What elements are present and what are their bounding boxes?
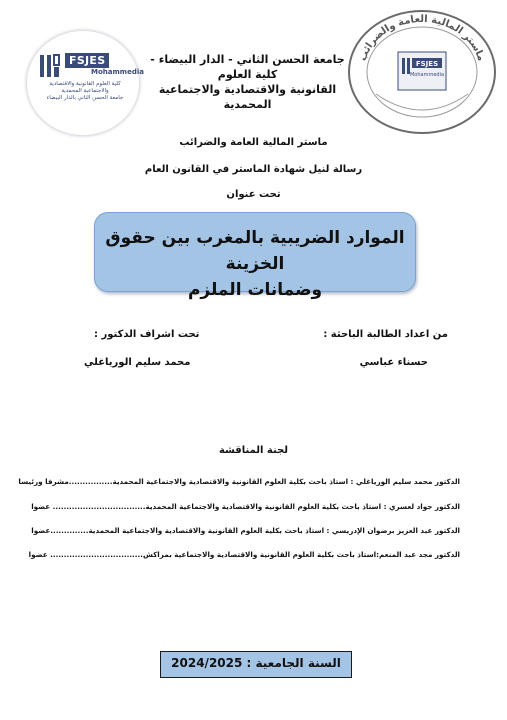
committee-member: الدكتور مجد عبد المنعم:استاذ باحث بكلية العلوم القانونية والاقتصادية والاجتماعية بمراكش.................................. عضوا: [28, 550, 460, 559]
university-line-2: القانونية والاقتصادية والاجتماعية المحمدية: [158, 83, 337, 111]
committee-member: الدكتور عبد العزيز برضوان الإدريسي : استاذ باحث بكلية العلوم القانونية والاقتصادية والاجتماعية المحمدية..............عضوا: [31, 526, 460, 535]
prepared-by-label: من اعداد الطالبة الباحثة :: [323, 329, 448, 340]
logo-brand: FSJES: [65, 53, 109, 68]
committee-member: الدكتور محمد سليم الورياغلي : استاذ باحث بكلية العلوم القانونية والاقتصادية والاجتماعية المحمدية................مشرفا ورئيسا: [18, 477, 460, 486]
seal-ring-text: ماستر المالية العامة والضرائب: [357, 13, 487, 63]
logo-text-line: والاجتماعية المحمدية: [61, 88, 109, 94]
logo-text-line: جامعة الحسن الثاني بالدار البيضاء: [46, 95, 124, 101]
student-name: حسناء عباسي: [359, 357, 428, 368]
faculty-mark-icon: [39, 53, 61, 79]
thesis-title-line-1: الموارد الضريبية بالمغرب بين حقوق الخزينة: [105, 228, 405, 274]
thesis-title-box: [94, 212, 416, 300]
seal-inner-brand: FSJES: [415, 60, 439, 68]
supervised-by-label: تحت اشراف الدكتور :: [94, 329, 200, 340]
thesis-title: [95, 225, 415, 303]
academic-year-box: [160, 651, 352, 678]
master-seal-logo: [346, 8, 498, 136]
university-line-1: جامعة الحسن الثاني - الدار البيضاء - كلية العلوم: [150, 53, 345, 81]
supervisor-name: محمد سليم الورياغلي: [84, 357, 191, 368]
seal-inner-sub: Mohammedia: [409, 72, 445, 78]
thesis-title-line-2: وضمانات الملزم: [187, 280, 323, 300]
logo-faculty-text: [45, 81, 125, 102]
thesis-purpose: رسالة لنيل شهادة الماستر في القانون العام: [144, 164, 363, 175]
committee-member: الدكتور جواد لعسري : استاذ باحث بكلية العلوم القانونية والاقتصادية والاجتماعية المحمدية.................................. عضوا: [31, 502, 460, 511]
committee-title: لجنة المناقشة: [218, 445, 289, 456]
logo-subtitle: Mohammedia: [91, 68, 144, 76]
master-program: ماستر المالية العامة والضرائب: [179, 137, 328, 148]
logo-text-line: كلية العلوم القانونية والاقتصادية: [49, 81, 121, 87]
university-header: [140, 52, 355, 112]
academic-year: السنة الجامعية : 2024/2025: [171, 656, 341, 670]
faculty-logo-left: [26, 30, 144, 136]
under-title-label: تحت عنوان: [226, 189, 281, 200]
